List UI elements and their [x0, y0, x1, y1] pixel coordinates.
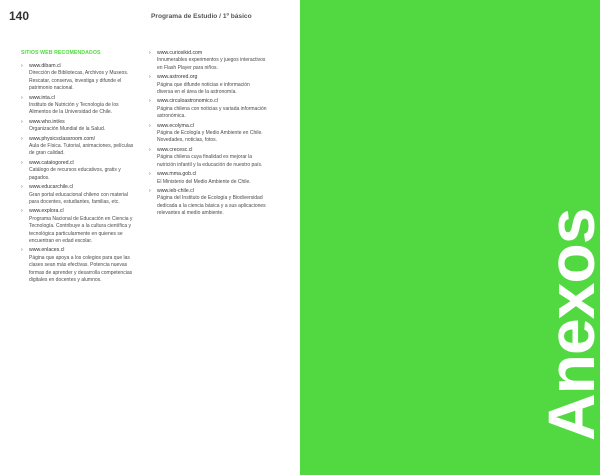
link-entry-body — [157, 171, 267, 186]
link-description: Página chilena con noticias y variada información astronómica. — [157, 105, 267, 120]
bullet-chevron-icon: › — [21, 63, 23, 69]
links-column-1 — [21, 50, 139, 286]
link-url[interactable]: www.astrored.org — [157, 74, 198, 81]
bullet-chevron-icon: › — [21, 247, 23, 254]
link-url[interactable]: www.ecolyma.cl — [157, 122, 194, 129]
running-head: Programa de Estudio / 1º básico — [151, 13, 252, 20]
link-entry — [149, 50, 267, 72]
link-description: Organización Mundial de la Salud. — [29, 126, 106, 133]
link-description: Innumerables experimentos y juegos interactivos en Flash Player para niños. — [157, 57, 266, 71]
link-description: Página chilena cuya finalidad es mejorar la nutrición infantil y la educación de nuestro país. — [157, 154, 263, 168]
link-url[interactable]: www.inta.cl — [29, 94, 55, 101]
link-list-2 — [149, 50, 267, 218]
link-entry — [149, 98, 267, 120]
link-entry-body — [29, 119, 139, 134]
bullet-chevron-icon: › — [149, 74, 151, 81]
link-description: Catálogo de recursos educativos, gratis y pagados. — [29, 167, 121, 181]
link-url[interactable]: www.circuloastronomico.cl — [157, 98, 218, 105]
link-description: Programa Nacional de Educación en Ciencia y Tecnología. Contribuye a la cultura científica y tecnológica particularmente en quienes se encuentran en edad escolar. — [29, 215, 133, 244]
link-entry — [21, 247, 139, 284]
link-entry — [149, 147, 267, 169]
link-description: Aula de Física. Tutorial, animaciones, películas de gran calidad. — [29, 143, 134, 157]
link-url[interactable]: www.mma.gob.cl — [157, 171, 197, 178]
links-column-2 — [149, 50, 267, 220]
link-url[interactable]: www.enlaces.cl — [29, 247, 65, 254]
link-url[interactable]: www.educarchile.cl — [29, 184, 74, 191]
link-entry-body — [29, 160, 139, 182]
link-entry — [21, 160, 139, 182]
bullet-chevron-icon: › — [21, 184, 23, 191]
bullet-chevron-icon: › — [21, 159, 23, 166]
link-entry-body — [157, 147, 267, 169]
link-url[interactable]: www.explora.cl — [29, 208, 64, 215]
link-entry-body — [29, 95, 139, 117]
link-entry — [21, 63, 139, 93]
bullet-chevron-icon: › — [149, 50, 151, 56]
link-entry-body — [157, 188, 267, 218]
link-entry — [21, 95, 139, 117]
link-entry — [21, 119, 139, 134]
bullet-chevron-icon: › — [21, 118, 23, 125]
bullet-chevron-icon: › — [21, 135, 23, 142]
link-url[interactable]: www.dibam.cl — [29, 63, 61, 69]
page-number: 140 — [9, 9, 30, 23]
link-description: Dirección de Bibliotecas, Archivos y Museos. Rescatar, conserva, investiga y difunde el patrimonio nacional. — [29, 70, 129, 92]
link-entry-body — [157, 98, 267, 120]
section-title: SITIOS WEB RECOMENDADOS — [21, 50, 101, 56]
link-entry-body — [157, 50, 267, 72]
link-entry-body — [29, 184, 139, 206]
link-description: Página de Ecología y Medio Ambiente en Chile. Novedades, noticias, fotos. — [157, 130, 263, 144]
link-description: El Ministerio del Medio Ambiente de Chile. — [157, 178, 251, 185]
link-description: Página que apoya a los colegios para que las clases sean más efectivas. Potencia nuevas formas de aprender y desarrolla competencias digitales en docentes y alumnos. — [29, 254, 133, 283]
link-url[interactable]: www.physicsclassroom.com/ — [29, 135, 96, 142]
annex-title: Anexos — [534, 208, 608, 441]
link-url[interactable]: www.curiosikid.com — [157, 50, 203, 56]
left-page — [0, 0, 300, 475]
link-entry-body — [29, 136, 139, 158]
bullet-chevron-icon: › — [149, 171, 151, 178]
link-entry — [21, 208, 139, 245]
bullet-chevron-icon: › — [149, 98, 151, 105]
link-url[interactable]: www.crecesc.cl — [157, 146, 193, 153]
link-url[interactable]: www.ieb-chile.cl — [157, 187, 194, 194]
bullet-chevron-icon: › — [149, 187, 151, 194]
link-entry-body — [29, 208, 139, 245]
link-entry — [21, 136, 139, 158]
link-description: Página del Instituto de Ecología y Biodiversidad dedicada a la ciencia básica y a sus aplicaciones relevantes al medio ambiente. — [157, 195, 266, 217]
link-entry-body — [29, 247, 139, 284]
bullet-chevron-icon: › — [149, 146, 151, 153]
link-entry-body — [157, 74, 267, 96]
link-description: Gran portal educacional chileno con material para docentes, estudiantes, familias, etc. — [29, 191, 128, 205]
link-url[interactable]: www.catalogored.cl — [29, 159, 74, 166]
link-entry — [149, 188, 267, 218]
link-entry — [149, 74, 267, 96]
link-url[interactable]: www.who.int/es — [29, 118, 65, 125]
link-entry — [149, 171, 267, 186]
link-description: Instituto de Nutrición y Tecnología de los Alimentos de la Universidad de Chile. — [29, 102, 119, 116]
bullet-chevron-icon: › — [21, 94, 23, 101]
link-entry — [21, 184, 139, 206]
link-list-1 — [21, 63, 139, 284]
link-entry — [149, 123, 267, 145]
bullet-chevron-icon: › — [149, 122, 151, 129]
link-entry-body — [29, 63, 139, 93]
bullet-chevron-icon: › — [21, 208, 23, 215]
link-description: Página que difunde noticias e información diversa en el área de la astronomía. — [157, 81, 250, 96]
link-entry-body — [157, 123, 267, 145]
